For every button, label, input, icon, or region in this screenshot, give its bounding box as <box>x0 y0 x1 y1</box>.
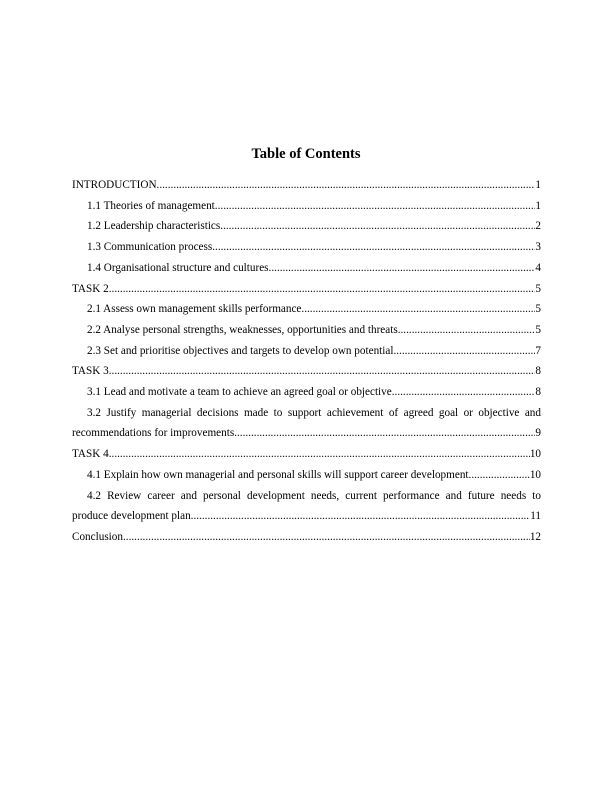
toc-entry-label: 3.1 Lead and motivate a team to achieve an agreed goal or objective <box>87 386 392 399</box>
toc-page-number: 10 <box>529 468 541 481</box>
dot-leader <box>123 527 530 548</box>
toc-entry-label: TASK 3 <box>72 365 109 378</box>
toc-entry-label: 2.2 Analyse personal strengths, weaknesses, opportunities and threats <box>87 323 398 336</box>
dot-leader <box>269 258 536 279</box>
dot-leader <box>109 279 536 300</box>
toc-page-number: 11 <box>530 510 541 523</box>
toc-entry-introduction[interactable] <box>72 175 541 196</box>
toc-entry-label: Conclusion <box>72 530 123 543</box>
toc-entry-label: 1.1 Theories of management <box>87 199 215 212</box>
toc-page-number: 8 <box>535 386 541 399</box>
toc-entry-label: 1.4 Organisational structure and cultures <box>87 261 269 274</box>
toc-entry-1-1[interactable] <box>72 196 541 217</box>
toc-page-number: 5 <box>535 303 541 316</box>
dot-leader <box>234 423 535 444</box>
toc-page-number: 3 <box>535 241 541 254</box>
toc-page-number: 2 <box>535 220 541 233</box>
dot-leader <box>301 299 535 320</box>
toc-page-number: 7 <box>535 344 541 357</box>
dot-leader <box>393 341 535 362</box>
toc-entry-task-4[interactable] <box>72 444 541 465</box>
toc-entry-2-1[interactable] <box>72 299 541 320</box>
toc-entry-label: produce development plan <box>72 510 191 523</box>
dot-leader <box>191 506 531 527</box>
toc-entry-label: 4.1 Explain how own managerial and personal skills will support career development <box>87 468 469 481</box>
toc-entry-label: recommendations for improvements <box>72 427 235 440</box>
dot-leader <box>109 361 536 382</box>
toc-page-number: 5 <box>535 323 541 336</box>
toc-entry-label: TASK 2 <box>72 282 109 295</box>
toc-entry-label: 2.1 Assess own management skills performance <box>87 303 302 316</box>
toc-entry-2-2[interactable] <box>72 320 541 341</box>
toc-entry-4-1[interactable] <box>72 465 541 486</box>
toc-entry-task-3[interactable] <box>72 361 541 382</box>
dot-leader <box>469 465 530 486</box>
toc-list <box>72 175 541 548</box>
toc-entry-label: TASK 4 <box>72 448 109 461</box>
toc-page-number: 8 <box>535 365 541 378</box>
dot-leader <box>220 216 535 237</box>
toc-entry-1-2[interactable] <box>72 216 541 237</box>
toc-title: Table of Contents <box>251 146 361 162</box>
toc-entry-3-2-line2[interactable] <box>72 423 541 444</box>
toc-entry-2-3[interactable] <box>72 341 541 362</box>
toc-page-number: 9 <box>535 427 541 440</box>
toc-page-number: 4 <box>535 261 541 274</box>
dot-leader <box>109 444 530 465</box>
toc-entry-1-4[interactable] <box>72 258 541 279</box>
toc-entry-3-2-line1[interactable]: 3.2 Justify managerial decisions made to support achievement of agreed goal or objective and <box>87 406 541 419</box>
toc-page-number: 1 <box>535 199 541 212</box>
toc-entry-3-1[interactable] <box>72 382 541 403</box>
toc-page-number: 12 <box>529 530 541 543</box>
dot-leader <box>392 382 536 403</box>
toc-entry-label: 2.3 Set and prioritise objectives and targets to develop own potential <box>87 344 394 357</box>
toc-entry-task-2[interactable] <box>72 279 541 300</box>
toc-entry-4-2-line1[interactable]: 4.2 Review career and personal development needs, current performance and future needs to <box>87 489 541 502</box>
toc-page-number: 1 <box>535 179 541 191</box>
toc-page-number: 10 <box>529 448 541 461</box>
toc-entry-1-3[interactable] <box>72 237 541 258</box>
toc-entry-conclusion[interactable] <box>72 527 541 548</box>
dot-leader <box>212 237 535 258</box>
toc-entry-label: INTRODUCTION <box>72 179 157 191</box>
toc-page-number: 5 <box>535 282 541 295</box>
dot-leader <box>398 320 536 341</box>
toc-entry-label: 1.3 Communication process <box>87 241 213 254</box>
toc-entry-label: 1.2 Leadership characteristics <box>87 220 221 233</box>
toc-entry-4-2-line2[interactable] <box>72 506 541 527</box>
dot-leader <box>215 196 536 217</box>
dot-leader <box>157 175 536 196</box>
